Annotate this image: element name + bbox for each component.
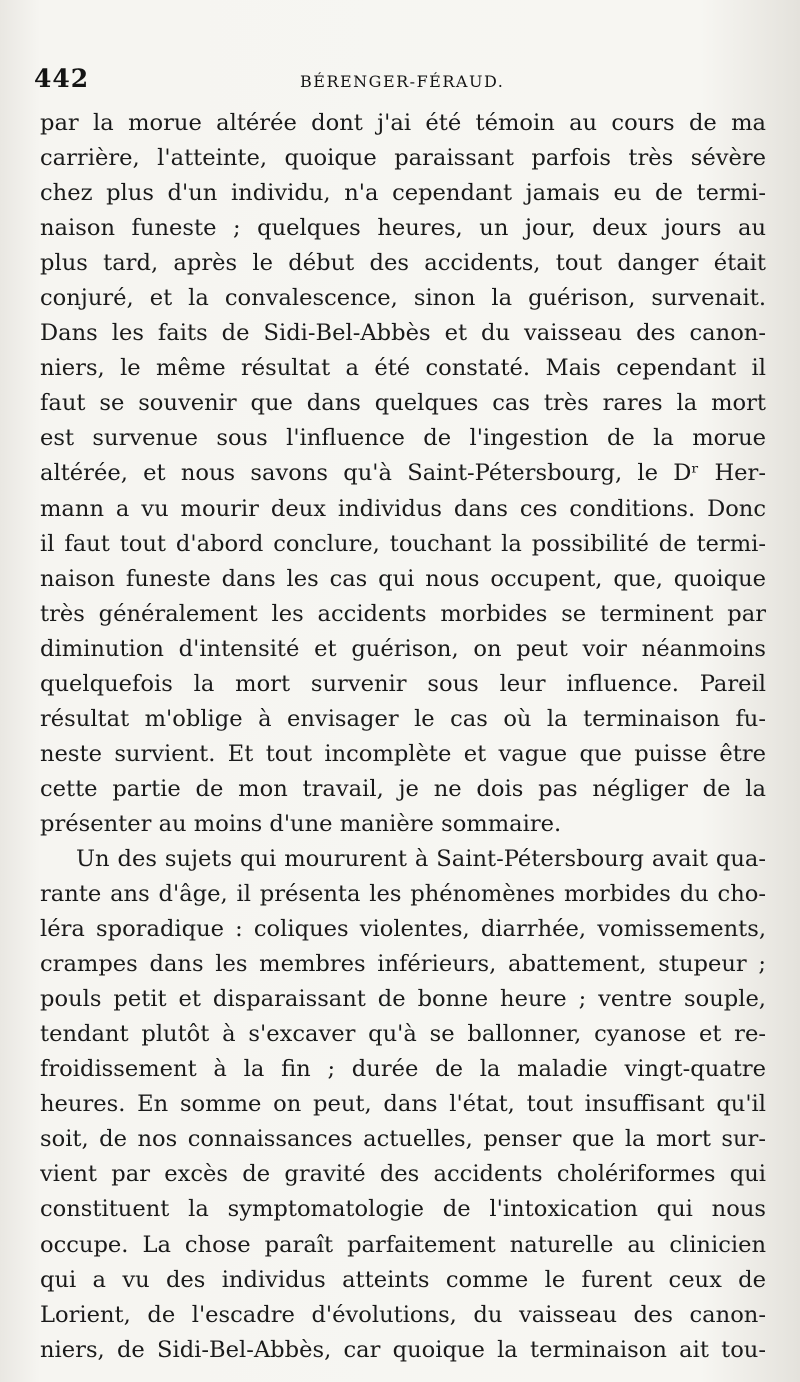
text-line: chez plus d'un individu, n'a cependant jamais eu de termi-: [40, 180, 766, 207]
text-line: neste survient. Et tout incomplète et vague que puisse être: [40, 740, 766, 767]
text-line: niers, de Sidi-Bel-Abbès, car quoique la terminaison ait tou-: [40, 1336, 766, 1363]
text-line: résultat m'oblige à envisager le cas où la terminaison fu-: [40, 705, 766, 732]
text-line: heures. En somme on peut, dans l'état, tout insuffisant qu'il: [40, 1091, 766, 1118]
text-line: niers, le même résultat a été constaté. Mais cependant il: [40, 355, 766, 382]
text-line: carrière, l'atteinte, quoique paraissant parfois très sévère: [40, 145, 766, 172]
text-line: qui a vu des individus atteints comme le furent ceux de: [40, 1266, 766, 1293]
text-line: est survenue sous l'influence de l'ingestion de la morue: [40, 425, 766, 452]
text-line: rante ans d'âge, il présenta les phénomènes morbides du cho-: [40, 881, 766, 908]
text-line: naison funeste dans les cas qui nous occupent, que, quoique: [40, 565, 766, 592]
text-line: plus tard, après le début des accidents, tout danger était: [40, 250, 766, 277]
text-line: vient par excès de gravité des accidents cholériformes qui: [40, 1161, 766, 1188]
body-text: [40, 106, 766, 1368]
text-line: il faut tout d'abord conclure, touchant la possibilité de termi-: [40, 530, 766, 557]
page-header: [34, 64, 774, 96]
paragraph-end-line: présenter au moins d'une manière sommaire.: [40, 810, 562, 837]
text-line: très généralement les accidents morbides se terminent par: [40, 600, 766, 627]
running-head: BÉRENGER-FÉRAUD.: [300, 72, 505, 91]
text-line: par la morue altérée dont j'ai été témoin au cours de ma: [40, 110, 766, 136]
text-line: froidissement à la fin ; durée de la maladie vingt-quatre: [40, 1056, 766, 1083]
text-line: quelquefois la mort survenir sous leur influence. Pareil: [40, 670, 766, 697]
text-line: faut se souvenir que dans quelques cas très rares la mort: [40, 390, 766, 417]
text-line: cette partie de mon travail, je ne dois pas négliger de la: [40, 775, 766, 802]
page-number: 442: [34, 64, 90, 93]
text-line: tendant plutôt à s'excaver qu'à se ballonner, cyanose et re-: [40, 1021, 766, 1048]
paragraph-start-line: Un des sujets qui moururent à Saint-Pétersbourg avait qua-: [76, 845, 766, 872]
text-line: mann a vu mourir deux individus dans ces conditions. Donc: [40, 495, 766, 522]
text-line: constituent la symptomatologie de l'intoxication qui nous: [40, 1196, 766, 1223]
text-line: crampes dans les membres inférieurs, abattement, stupeur ;: [40, 951, 766, 978]
text-line: Dans les faits de Sidi-Bel-Abbès et du vaisseau des canon-: [40, 320, 766, 347]
text-line: Lorient, de l'escadre d'évolutions, du vaisseau des canon-: [40, 1301, 766, 1328]
text-line: pouls petit et disparaissant de bonne heure ; ventre souple,: [40, 986, 766, 1013]
text-line: naison funeste ; quelques heures, un jour, deux jours au: [40, 215, 766, 242]
text-line: soit, de nos connaissances actuelles, penser que la mort sur-: [40, 1126, 766, 1153]
text-line: conjuré, et la convalescence, sinon la guérison, survenait.: [40, 285, 766, 312]
text-line: diminution d'intensité et guérison, on peut voir néanmoins: [40, 635, 766, 662]
text-line: altérée, et nous savons qu'à Saint-Pétersbourg, le Dʳ Her-: [40, 460, 766, 487]
text-line: léra sporadique : coliques violentes, diarrhée, vomissements,: [40, 916, 766, 943]
text-line: occupe. La chose paraît parfaitement naturelle au clinicien: [40, 1231, 766, 1258]
